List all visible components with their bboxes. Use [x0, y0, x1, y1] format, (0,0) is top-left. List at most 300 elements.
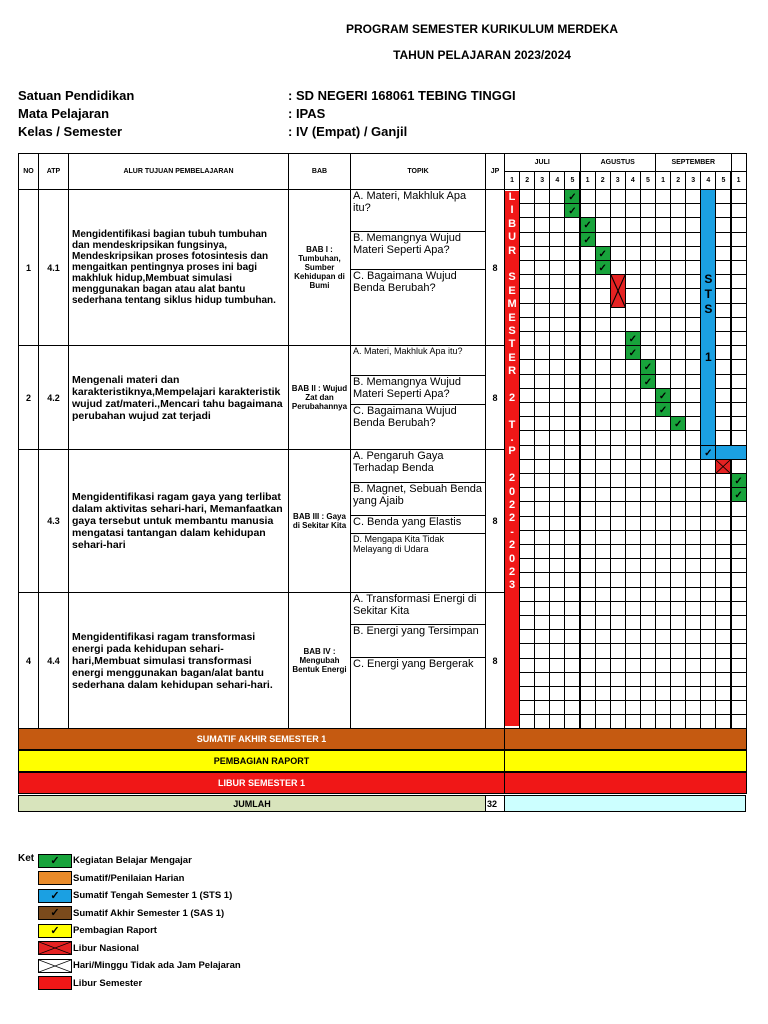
week-cell [670, 487, 686, 502]
week-cell [534, 359, 550, 374]
week-cell [640, 274, 656, 289]
week-cell [549, 501, 565, 516]
week-cell [610, 658, 626, 673]
week-cell [685, 232, 701, 247]
week-cell [625, 232, 641, 247]
week-cell [655, 473, 671, 488]
week-cell [534, 388, 550, 403]
week-cell [534, 686, 550, 701]
week-cell [715, 217, 731, 232]
week-cell [625, 700, 641, 715]
week-cell [685, 246, 701, 261]
week-cell [564, 274, 580, 289]
week-header: 1 [580, 171, 596, 190]
week-cell [564, 558, 580, 573]
week-cell [625, 416, 641, 431]
week-cell [731, 416, 747, 431]
week-cell [610, 345, 626, 360]
week-cell [685, 359, 701, 374]
libur-letter [505, 405, 519, 418]
libur-letter: 3 [508, 579, 516, 592]
week-cell [610, 672, 626, 687]
month-header-1: AGUSTUS [580, 153, 657, 172]
row-topic: C. Bagaimana Wujud Benda Berubah? [350, 404, 486, 450]
week-cell [731, 615, 747, 630]
week-cell [685, 686, 701, 701]
week-cell [534, 587, 550, 602]
week-cell [564, 260, 580, 275]
week-cell [640, 246, 656, 261]
info-label-satuan: Satuan Pendidikan [18, 88, 135, 103]
week-cell [595, 487, 611, 502]
week-cell [534, 246, 550, 261]
week-cell [564, 572, 580, 587]
legend-item [38, 852, 192, 869]
week-cell [655, 615, 671, 630]
week-cell [595, 558, 611, 573]
week-cell [685, 303, 701, 318]
week-cell [610, 246, 626, 261]
week-cell [534, 487, 550, 502]
week-cell [655, 629, 671, 644]
week-cell [655, 445, 671, 460]
libur-letter: B [508, 217, 517, 230]
week-cell [595, 331, 611, 346]
week-cell [534, 445, 550, 460]
week-cell [655, 572, 671, 587]
libur-letter [505, 258, 519, 271]
week-cell [595, 658, 611, 673]
week-cell [549, 544, 565, 559]
week-cell [625, 430, 641, 445]
week-cell [731, 516, 747, 531]
week-cell [519, 544, 535, 559]
week-cell [595, 459, 611, 474]
week-cell [580, 288, 596, 303]
week-cell [564, 303, 580, 318]
week-cell [715, 558, 731, 573]
week-cell [731, 374, 747, 389]
libur-letter: R [508, 365, 517, 378]
kbm-check-icon: ✓ [655, 388, 671, 403]
week-cell [534, 615, 550, 630]
raport-band-right [504, 750, 747, 772]
week-cell [731, 402, 747, 417]
week-cell [564, 459, 580, 474]
week-cell [564, 246, 580, 261]
row-topic: A. Transformasi Energi di Sekitar Kita [350, 592, 486, 625]
week-cell [670, 658, 686, 673]
week-cell [595, 416, 611, 431]
week-header: 4 [549, 171, 565, 190]
libur-letter: T [508, 418, 516, 431]
sts-column [700, 189, 716, 446]
week-cell [610, 516, 626, 531]
week-cell [700, 672, 716, 687]
week-cell [610, 587, 626, 602]
week-cell [595, 232, 611, 247]
week-cell [580, 643, 596, 658]
week-cell [640, 700, 656, 715]
legend-color-swatch [38, 871, 72, 885]
week-cell [715, 629, 731, 644]
week-cell [534, 530, 550, 545]
row-no: 4 [18, 592, 39, 729]
week-cell [549, 374, 565, 389]
week-cell [519, 388, 535, 403]
week-cell [534, 402, 550, 417]
week-cell [640, 345, 656, 360]
week-cell [549, 629, 565, 644]
week-cell [625, 303, 641, 318]
week-cell [534, 516, 550, 531]
row-bab: BAB IV : Mengubah Bentuk Energi [288, 592, 351, 729]
week-cell [580, 388, 596, 403]
week-cell [625, 445, 641, 460]
week-cell [640, 601, 656, 616]
col-header-alur: ALUR TUJUAN PEMBELAJARAN [68, 153, 289, 190]
week-cell [564, 374, 580, 389]
row-atp: 4.3 [38, 449, 69, 593]
week-cell [700, 572, 716, 587]
week-cell [534, 331, 550, 346]
kbm-check-icon: ✓ [731, 473, 747, 488]
week-cell [580, 544, 596, 559]
libur-letter: . [510, 432, 514, 445]
week-cell [549, 572, 565, 587]
week-cell [715, 516, 731, 531]
week-cell [549, 189, 565, 204]
week-cell [519, 516, 535, 531]
week-cell [685, 473, 701, 488]
week-cell [655, 658, 671, 673]
libur-nasional-x-icon [715, 459, 731, 474]
week-cell [685, 572, 701, 587]
kbm-check-icon: ✓ [655, 402, 671, 417]
libur-letter: 2 [508, 498, 516, 511]
week-cell [534, 558, 550, 573]
week-cell [595, 587, 611, 602]
week-cell [595, 374, 611, 389]
week-cell [715, 203, 731, 218]
week-cell [595, 189, 611, 204]
libur-letter: 2 [508, 391, 516, 404]
week-cell [685, 530, 701, 545]
libur-letter: 2 [508, 472, 516, 485]
week-cell [625, 288, 641, 303]
row-bab: BAB III : Gaya di Sekitar Kita [288, 449, 351, 593]
week-header: 4 [700, 171, 716, 190]
week-cell [580, 700, 596, 715]
week-cell [595, 544, 611, 559]
week-cell [595, 615, 611, 630]
info-label-kelas: Kelas / Semester [18, 124, 123, 139]
week-cell [670, 700, 686, 715]
week-cell [685, 558, 701, 573]
info-value-satuan: : SD NEGERI 168061 TEBING TINGGI [288, 88, 516, 103]
row-alur: Mengidentifikasi ragam gaya yang terlibat dalam aktivitas sehari-hari, Memanfaatkan gaya tersebut untuk membantu manusia mengatasi tantangan dalam kehidupan sehari-hari [68, 449, 289, 593]
week-cell [731, 388, 747, 403]
week-cell [595, 629, 611, 644]
week-cell [595, 530, 611, 545]
week-cell [700, 501, 716, 516]
week-cell [564, 388, 580, 403]
week-cell [715, 416, 731, 431]
legend-item [38, 870, 184, 887]
row-atp: 4.2 [38, 345, 69, 450]
week-cell [534, 217, 550, 232]
libur-letter: P [508, 445, 516, 458]
col-header-topik: TOPIK [350, 153, 486, 190]
week-cell [564, 501, 580, 516]
week-cell [715, 331, 731, 346]
week-cell [670, 672, 686, 687]
week-cell [549, 203, 565, 218]
week-cell [685, 402, 701, 417]
week-cell [564, 473, 580, 488]
legend-item [38, 940, 139, 957]
week-cell [580, 317, 596, 332]
week-cell [549, 615, 565, 630]
week-cell [670, 643, 686, 658]
week-cell [549, 246, 565, 261]
week-cell [610, 430, 626, 445]
col-header-bab: BAB [288, 153, 351, 190]
week-cell [670, 516, 686, 531]
week-header: 3 [685, 171, 701, 190]
col-header-atp: ATP [38, 153, 69, 190]
week-cell [580, 686, 596, 701]
week-cell [655, 359, 671, 374]
week-cell [625, 388, 641, 403]
week-cell [640, 217, 656, 232]
week-cell [655, 558, 671, 573]
week-cell [564, 672, 580, 687]
week-cell [549, 402, 565, 417]
week-cell [534, 374, 550, 389]
week-cell [640, 672, 656, 687]
week-cell [640, 402, 656, 417]
week-cell [655, 317, 671, 332]
libur-letter: 0 [508, 485, 516, 498]
raport-band: PEMBAGIAN RAPORT [18, 750, 505, 772]
week-cell [519, 530, 535, 545]
week-cell [610, 203, 626, 218]
week-cell [685, 416, 701, 431]
week-cell [549, 217, 565, 232]
week-cell [715, 615, 731, 630]
week-header: 4 [625, 171, 641, 190]
legend-check-icon: ✓ [38, 889, 72, 903]
week-cell [534, 572, 550, 587]
week-cell [640, 260, 656, 275]
libur-semester-column [505, 191, 519, 726]
week-cell [580, 516, 596, 531]
week-cell [731, 303, 747, 318]
week-cell [519, 260, 535, 275]
week-cell [715, 430, 731, 445]
week-cell [519, 303, 535, 318]
week-cell [715, 189, 731, 204]
week-cell [731, 359, 747, 374]
week-cell [534, 601, 550, 616]
week-cell [610, 445, 626, 460]
week-cell [670, 189, 686, 204]
week-cell [715, 345, 731, 360]
week-cell [580, 487, 596, 502]
week-cell [640, 288, 656, 303]
row-topic: A. Materi, Makhluk Apa itu? [350, 189, 486, 232]
week-cell [625, 643, 641, 658]
week-cell [625, 686, 641, 701]
week-cell [625, 487, 641, 502]
week-cell [534, 459, 550, 474]
week-cell [685, 643, 701, 658]
kbm-check-icon: ✓ [625, 331, 641, 346]
week-cell [580, 274, 596, 289]
week-cell [580, 303, 596, 318]
week-cell [519, 189, 535, 204]
week-cell [549, 345, 565, 360]
legend-item [38, 957, 241, 974]
week-cell [534, 501, 550, 516]
week-cell [670, 572, 686, 587]
week-cell [519, 274, 535, 289]
week-cell [685, 544, 701, 559]
legend-label: Sumatif/Penilaian Harian [73, 872, 185, 884]
week-cell [549, 658, 565, 673]
week-cell [625, 459, 641, 474]
week-cell [731, 246, 747, 261]
legend-item [38, 975, 142, 992]
week-cell [625, 317, 641, 332]
week-cell [700, 615, 716, 630]
week-cell [685, 629, 701, 644]
week-cell [519, 331, 535, 346]
week-cell [595, 345, 611, 360]
row-no: 2 [18, 345, 39, 450]
week-cell [549, 260, 565, 275]
week-cell [670, 232, 686, 247]
week-cell [549, 672, 565, 687]
week-cell [519, 572, 535, 587]
week-cell [715, 374, 731, 389]
week-cell [549, 643, 565, 658]
week-cell [610, 473, 626, 488]
week-cell [595, 686, 611, 701]
week-cell [670, 274, 686, 289]
week-cell [580, 445, 596, 460]
week-cell [549, 359, 565, 374]
week-cell [640, 445, 656, 460]
week-cell [549, 232, 565, 247]
week-cell [685, 615, 701, 630]
week-cell [655, 274, 671, 289]
kbm-check-icon: ✓ [580, 217, 596, 232]
week-cell [580, 430, 596, 445]
week-cell [700, 558, 716, 573]
legend-label: Pembagian Raport [73, 925, 157, 936]
week-cell [519, 416, 535, 431]
week-cell [564, 430, 580, 445]
week-cell [595, 430, 611, 445]
week-cell [715, 658, 731, 673]
week-cell [731, 672, 747, 687]
week-cell [655, 487, 671, 502]
week-cell [715, 359, 731, 374]
jumlah-value: 32 [485, 795, 505, 812]
week-cell [700, 516, 716, 531]
week-cell [640, 473, 656, 488]
week-cell [519, 686, 535, 701]
week-cell [715, 501, 731, 516]
week-cell [534, 672, 550, 687]
week-cell [715, 672, 731, 687]
kbm-check-icon: ✓ [625, 345, 641, 360]
week-cell [625, 558, 641, 573]
legend-check-icon: ✓ [38, 924, 72, 938]
week-cell [670, 317, 686, 332]
month-header-2: SEPTEMBER [655, 153, 732, 172]
week-cell [670, 203, 686, 218]
week-cell [534, 473, 550, 488]
week-cell [731, 587, 747, 602]
week-cell [731, 459, 747, 474]
week-cell [534, 260, 550, 275]
week-cell [685, 587, 701, 602]
week-cell [655, 516, 671, 531]
week-cell [700, 544, 716, 559]
week-cell [655, 288, 671, 303]
week-cell [640, 572, 656, 587]
libur-letter: 2 [508, 512, 516, 525]
libur-letter: M [507, 298, 517, 311]
week-cell [640, 587, 656, 602]
week-cell [640, 303, 656, 318]
week-cell [534, 345, 550, 360]
week-cell [625, 359, 641, 374]
week-cell [655, 601, 671, 616]
week-cell [715, 260, 731, 275]
row-jp: 8 [485, 592, 505, 729]
libur-letter: L [508, 191, 516, 203]
week-cell [731, 558, 747, 573]
week-cell [670, 246, 686, 261]
week-cell [564, 700, 580, 715]
week-cell [564, 288, 580, 303]
week-cell [655, 430, 671, 445]
week-cell [640, 615, 656, 630]
row-jp: 8 [485, 345, 505, 450]
week-cell [715, 402, 731, 417]
week-cell [549, 274, 565, 289]
week-cell [670, 558, 686, 573]
libur-semester-band-right [504, 772, 747, 794]
week-cell [564, 615, 580, 630]
week-cell [580, 530, 596, 545]
week-cell [731, 274, 747, 289]
week-cell [670, 615, 686, 630]
week-cell [519, 359, 535, 374]
week-cell [685, 601, 701, 616]
week-cell [655, 303, 671, 318]
week-cell [580, 189, 596, 204]
week-cell [640, 416, 656, 431]
week-cell [610, 629, 626, 644]
week-cell [564, 416, 580, 431]
week-cell [625, 374, 641, 389]
week-cell [700, 459, 716, 474]
